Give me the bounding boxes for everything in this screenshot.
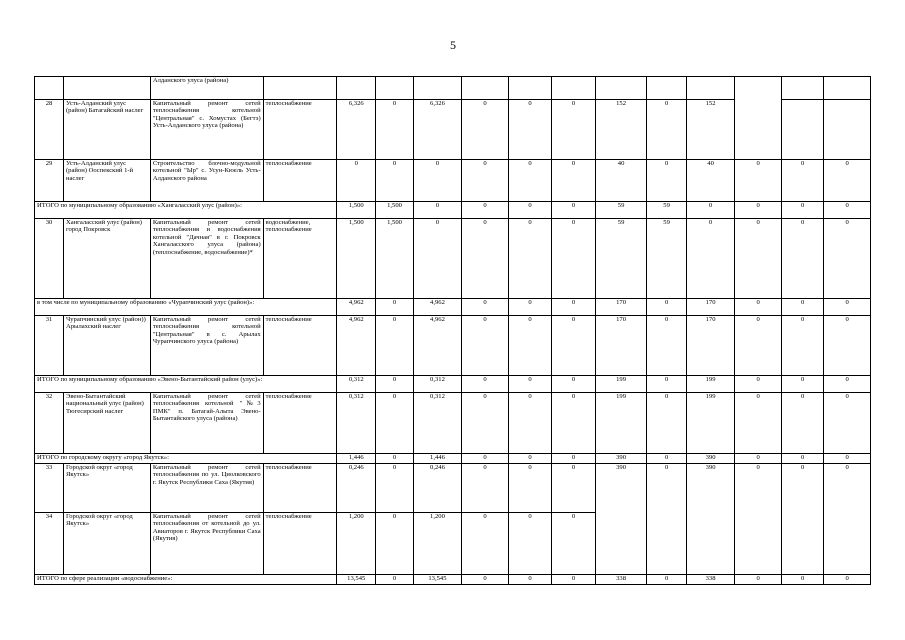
project-description: Строительство блочно-модульной котельной "Ыр" с. Усун-Кюель Усть-Алданского района [150, 160, 263, 202]
value-cell: 0 [824, 316, 871, 376]
utility-type: теплоснабжение [263, 464, 336, 513]
value-cell: 0 [647, 160, 686, 202]
value-cell: 0,312 [413, 376, 462, 393]
value-cell: 0 [735, 316, 782, 376]
value-cell: 0 [781, 393, 823, 454]
value-cell: 152 [595, 100, 647, 160]
value-cell: 0 [824, 376, 871, 393]
value-cell: 0,312 [337, 393, 376, 454]
value-cell: 0 [552, 316, 595, 376]
value-cell: 0 [462, 299, 509, 316]
value-cell: 0 [552, 376, 595, 393]
municipality-cell: Чурапчинский улус (район)) Арылахский наслег [63, 316, 150, 376]
value-cell: 0 [781, 454, 823, 464]
value-cell: 0 [508, 454, 551, 464]
merged-value-cell: 0 [824, 464, 871, 575]
value-cell: 199 [595, 376, 647, 393]
summary-label: ИТОГО по муниципальному образованию «Эвено-Бытантайский район (улус)»: [35, 376, 337, 393]
value-cell: 152 [686, 100, 735, 160]
row-number: 32 [35, 393, 64, 454]
summary-label: ИТОГО по сфере реализации «водоснабжение»: [35, 575, 337, 585]
value-cell: 199 [686, 393, 735, 454]
value-cell: 0 [781, 299, 823, 316]
value-cell: 0 [735, 160, 782, 202]
value-cell [337, 77, 376, 100]
value-cell: 0 [462, 100, 509, 160]
municipality-cell: Городской округ «город Якутск» [63, 513, 150, 575]
value-cell: 0 [735, 219, 782, 299]
utility-type: водоснабжение, теплоснабжение [263, 219, 336, 299]
table-row [35, 316, 871, 376]
value-cell: 0,312 [337, 376, 376, 393]
table-row [35, 160, 871, 202]
project-description: Капитальный ремонт сетей теплоснабжения котельной "№3 ПМК" п. Батагай-Алыта Эвено-Бытантайского улуса (района) [150, 393, 263, 454]
table-row [35, 464, 871, 513]
value-cell: 0 [824, 299, 871, 316]
value-cell [595, 77, 647, 100]
value-cell: 0 [462, 219, 509, 299]
value-cell: 0 [462, 513, 509, 575]
row-number: 34 [35, 513, 64, 575]
value-cell: 0,246 [413, 464, 462, 513]
value-cell: 1,500 [337, 219, 376, 299]
municipality-cell: Городской округ «город Якутск» [63, 464, 150, 513]
value-cell [647, 77, 686, 100]
summary-row [35, 299, 871, 316]
project-description: Капитальный ремонт сетей теплоснабжения по ул. Циолковского г. Якутск Республики Саха (Якутия) [150, 464, 263, 513]
row-number: 28 [35, 100, 64, 160]
value-cell: 0 [462, 202, 509, 219]
value-cell: 0 [376, 160, 413, 202]
value-cell: 0 [508, 393, 551, 454]
value-cell: 1,200 [337, 513, 376, 575]
value-cell: 0 [552, 464, 595, 513]
value-cell: 0 [647, 299, 686, 316]
value-cell: 0 [824, 202, 871, 219]
value-cell: 390 [686, 454, 735, 464]
value-cell: 40 [686, 160, 735, 202]
value-cell: 0 [552, 513, 595, 575]
value-cell: 199 [686, 376, 735, 393]
municipality-cell: Усть-Алданский улус (район) Ооспекский 1-й наслег [63, 160, 150, 202]
value-cell: 0 [376, 299, 413, 316]
value-cell: 1,446 [337, 454, 376, 464]
value-cell: 0 [337, 160, 376, 202]
project-description: Алданского улуса (района) [150, 77, 263, 100]
value-cell: 0 [413, 202, 462, 219]
value-cell: 170 [595, 316, 647, 376]
value-cell: 0 [508, 219, 551, 299]
value-cell: 0 [735, 393, 782, 454]
value-cell: 0 [647, 393, 686, 454]
value-cell: 0 [552, 100, 595, 160]
value-cell: 0 [413, 219, 462, 299]
value-cell: 0 [376, 513, 413, 575]
summary-row [35, 202, 871, 219]
value-cell [508, 77, 551, 100]
value-cell [413, 77, 462, 100]
value-cell: 338 [595, 575, 647, 585]
value-cell: 0 [552, 454, 595, 464]
value-cell: 0 [781, 202, 823, 219]
value-cell: 40 [595, 160, 647, 202]
value-cell: 0 [735, 299, 782, 316]
value-cell: 0 [508, 464, 551, 513]
value-cell: 0 [781, 376, 823, 393]
value-cell: 4,962 [413, 316, 462, 376]
utility-type [263, 77, 336, 100]
value-cell: 390 [595, 454, 647, 464]
value-cell: 0 [462, 316, 509, 376]
value-cell [462, 77, 509, 100]
value-cell: 13,545 [413, 575, 462, 585]
value-cell: 59 [647, 219, 686, 299]
project-description: Капитальный ремонт сетей теплоснабжения котельной "Центральная" в с. Арылах Чурапчинского улуса (района) [150, 316, 263, 376]
value-cell: 0 [376, 464, 413, 513]
value-cell [376, 77, 413, 100]
row-number: 29 [35, 160, 64, 202]
value-cell: 4,962 [337, 299, 376, 316]
value-cell [781, 100, 823, 160]
value-cell: 0 [508, 513, 551, 575]
value-cell [824, 100, 871, 160]
value-cell: 338 [686, 575, 735, 585]
value-cell: 0 [376, 100, 413, 160]
row-number: 33 [35, 464, 64, 513]
value-cell: 0 [376, 454, 413, 464]
value-cell: 0 [781, 575, 823, 585]
value-cell [735, 77, 782, 160]
value-cell [824, 77, 871, 100]
value-cell: 170 [686, 299, 735, 316]
value-cell: 6,326 [413, 100, 462, 160]
value-cell: 59 [595, 219, 647, 299]
municipality-cell [63, 77, 150, 100]
value-cell: 0 [462, 393, 509, 454]
value-cell: 0 [508, 100, 551, 160]
value-cell: 0 [824, 575, 871, 585]
value-cell: 6,326 [337, 100, 376, 160]
value-cell: 0 [686, 202, 735, 219]
row-number: 30 [35, 219, 64, 299]
value-cell: 13,545 [337, 575, 376, 585]
utility-type: теплоснабжение [263, 100, 336, 160]
value-cell: 4,962 [337, 316, 376, 376]
value-cell: 59 [647, 202, 686, 219]
summary-label: ИТОГО по городскому округу «город Якутск»: [35, 454, 337, 464]
summary-row [35, 454, 871, 464]
table-row [35, 219, 871, 299]
municipality-cell: Усть-Алданский улус (район) Батагайский наслег [63, 100, 150, 160]
value-cell: 199 [595, 393, 647, 454]
municipality-cell: Эвено-Бытантайский национальный улус (район) Тюгесирский наслег [63, 393, 150, 454]
value-cell: 1,200 [413, 513, 462, 575]
value-cell: 0 [735, 454, 782, 464]
value-cell: 0,246 [337, 464, 376, 513]
value-cell: 0 [508, 575, 551, 585]
value-cell: 1,446 [413, 454, 462, 464]
summary-row [35, 575, 871, 585]
value-cell: 0 [413, 160, 462, 202]
value-cell [552, 77, 595, 100]
value-cell: 0 [462, 454, 509, 464]
project-description: Капитальный ремонт сетей теплоснабжения котельной "Центральная" с. Хомустах (Бегтэ) Усть-Алданского улуса (района) [150, 100, 263, 160]
value-cell: 0 [647, 316, 686, 376]
utility-type: теплоснабжение [263, 160, 336, 202]
summary-label: ИТОГО по муниципальному образованию «Хангаласский улус (район)»: [35, 202, 337, 219]
value-cell: 0 [824, 393, 871, 454]
value-cell: 0,312 [413, 393, 462, 454]
page-number: 5 [450, 38, 456, 52]
merged-value-cell: 0 [647, 464, 686, 575]
value-cell: 0 [508, 202, 551, 219]
utility-type: теплоснабжение [263, 393, 336, 454]
value-cell: 0 [824, 219, 871, 299]
value-cell: 4,962 [413, 299, 462, 316]
value-cell: 1,500 [376, 219, 413, 299]
value-cell: 0 [735, 376, 782, 393]
value-cell: 0 [647, 376, 686, 393]
value-cell: 0 [552, 219, 595, 299]
value-cell: 0 [462, 376, 509, 393]
value-cell: 1,500 [376, 202, 413, 219]
value-cell: 0 [462, 464, 509, 513]
municipality-cell: Хангаласский улус (район) город Покровск [63, 219, 150, 299]
merged-value-cell: 0 [781, 464, 823, 575]
value-cell: 0 [824, 454, 871, 464]
merged-value-cell: 390 [686, 464, 735, 575]
value-cell: 0 [552, 575, 595, 585]
value-cell: 0 [552, 299, 595, 316]
utility-type: теплоснабжение [263, 316, 336, 376]
summary-row [35, 376, 871, 393]
value-cell: 0 [376, 575, 413, 585]
value-cell: 59 [595, 202, 647, 219]
value-cell: 1,500 [337, 202, 376, 219]
value-cell: 0 [508, 299, 551, 316]
row-number [35, 77, 64, 100]
value-cell: 0 [462, 160, 509, 202]
project-description: Капитальный ремонт сетей теплоснабжения и водоснабжения котельной "Дачная" в г. Покровск Хангаласского улуса (района)(теплоснабжение, водоснабжение)* [150, 219, 263, 299]
merged-value-cell: 390 [595, 464, 647, 575]
value-cell: 0 [781, 316, 823, 376]
value-cell: 0 [781, 219, 823, 299]
utility-type: теплоснабжение [263, 513, 336, 575]
value-cell: 0 [647, 575, 686, 585]
value-cell: 0 [824, 160, 871, 202]
value-cell: 0 [647, 100, 686, 160]
table-row [35, 393, 871, 454]
row-number: 31 [35, 316, 64, 376]
value-cell: 0 [552, 393, 595, 454]
value-cell: 0 [735, 575, 782, 585]
value-cell [781, 77, 823, 100]
table-row [35, 77, 871, 100]
value-cell: 0 [462, 575, 509, 585]
merged-value-cell: 0 [735, 464, 782, 575]
value-cell: 170 [595, 299, 647, 316]
investment-table [34, 76, 871, 585]
value-cell: 170 [686, 316, 735, 376]
value-cell: 0 [781, 160, 823, 202]
value-cell: 0 [376, 316, 413, 376]
project-description: Капитальный ремонт сетей теплоснабжения от котельной до ул. Авиаторов г. Якутск Республики Саха (Якутия) [150, 513, 263, 575]
value-cell: 0 [376, 376, 413, 393]
value-cell: 0 [376, 393, 413, 454]
value-cell: 0 [647, 454, 686, 464]
value-cell: 0 [508, 160, 551, 202]
value-cell [686, 77, 735, 100]
summary-label: в том числе по муниципальному образованию «Чурапчинский улус (район)»: [35, 299, 337, 316]
value-cell: 0 [735, 202, 782, 219]
value-cell: 0 [508, 376, 551, 393]
value-cell: 0 [552, 160, 595, 202]
value-cell: 0 [552, 202, 595, 219]
value-cell: 0 [686, 219, 735, 299]
value-cell: 0 [508, 316, 551, 376]
